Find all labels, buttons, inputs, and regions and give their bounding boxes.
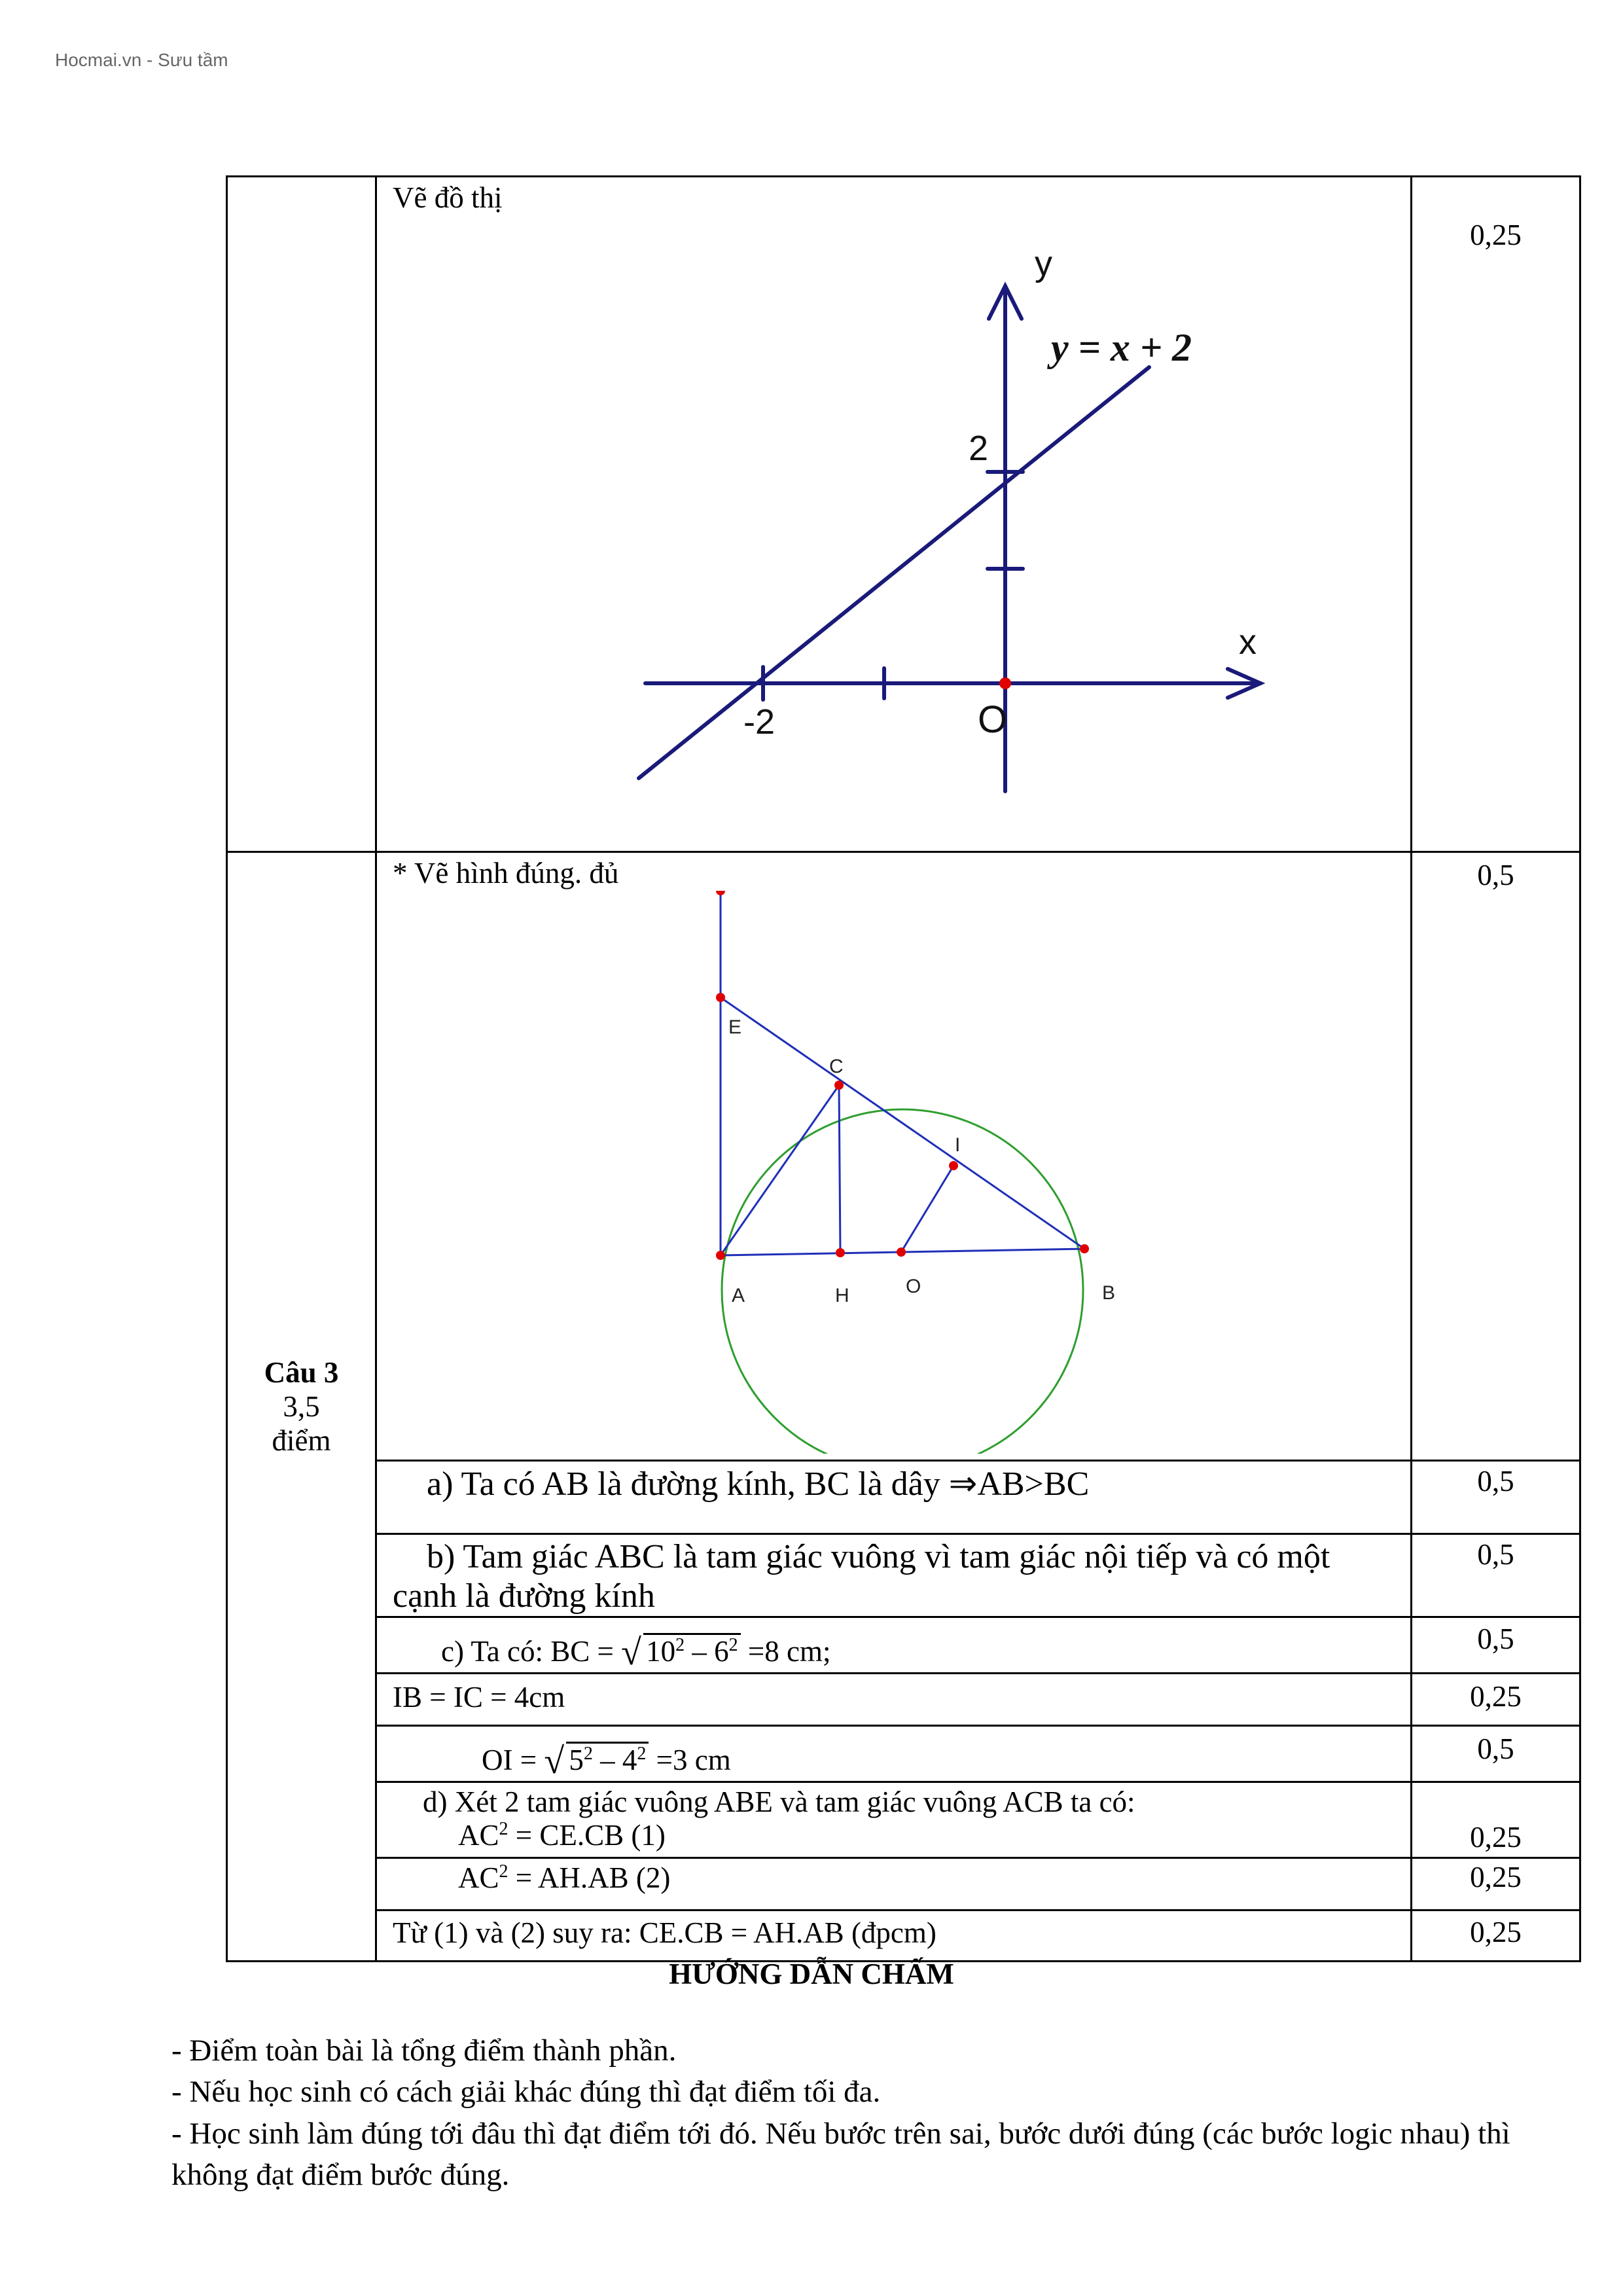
- grading-notes: [171, 2030, 1585, 2197]
- row-b-text: b) Tam giác ABC là tam giác vuông vì tam giác nội tiếp và có một cạnh là đường kính: [393, 1538, 1330, 1615]
- row-oi-points: 0,5: [1412, 1725, 1580, 1782]
- label-i: I: [955, 1134, 961, 1156]
- row-d2: [227, 1857, 1580, 1910]
- note-1: - Điểm toàn bài là tổng điểm thành phần.: [171, 2034, 677, 2068]
- row-b: [227, 1534, 1580, 1617]
- point-c: [834, 1081, 844, 1090]
- page-header: Hocmai.vn - Sưu tầm: [55, 50, 228, 70]
- graph-points: 0,25: [1412, 177, 1580, 852]
- segment-ch: [839, 1085, 840, 1253]
- row-a-points: 0,5: [1412, 1461, 1580, 1534]
- figure-instruction: * Vẽ hình đúng. đủ: [393, 857, 619, 889]
- row-d: [227, 1782, 1580, 1857]
- graph-instruction: Vẽ đồ thị: [393, 181, 503, 214]
- label-c: C: [829, 1056, 844, 1077]
- sqrt-bc: √ $10^2 - 6^2$: [621, 1634, 741, 1669]
- label-o: O: [906, 1276, 921, 1297]
- point-h: [836, 1248, 845, 1257]
- label-e: E: [728, 1016, 742, 1038]
- point-a: [716, 1251, 725, 1260]
- figure-cell: [376, 852, 1412, 1461]
- segment-ac: [721, 1085, 839, 1255]
- question-title: Câu 3: [264, 1355, 339, 1389]
- row-b-text-cell: [376, 1534, 1412, 1617]
- label-neg-two: -2: [743, 702, 776, 742]
- row-final-text-cell: [376, 1910, 1412, 1961]
- row-a-text-cell: [376, 1461, 1412, 1534]
- segment-oi: [901, 1166, 954, 1252]
- row-d2-text-cell: [376, 1857, 1412, 1910]
- x-axis-label: x: [1239, 622, 1257, 662]
- row-oi-text-cell: [376, 1725, 1412, 1782]
- question-label-cell: [227, 852, 376, 1962]
- sqrt-oi: √ $5^2 - 4^2$: [544, 1742, 649, 1778]
- geometry-figure: [377, 891, 1411, 1454]
- row-final-text: Từ (1) và (2) suy ra: CE.CB = AH.AB (đpcm): [393, 1916, 936, 1949]
- empty-cell: [227, 177, 376, 852]
- row-a: [227, 1461, 1580, 1534]
- linear-graph: [377, 215, 1411, 831]
- row-ib-text: IB = IC = 4cm: [393, 1680, 565, 1713]
- function-line: [639, 367, 1149, 778]
- question-unit: điểm: [272, 1424, 331, 1457]
- segment-eb: [721, 997, 1084, 1249]
- label-two: 2: [969, 429, 989, 468]
- figure-points: 0,5: [1412, 852, 1580, 1461]
- row-final-points: 0,25: [1412, 1910, 1580, 1961]
- label-h: H: [835, 1285, 849, 1306]
- point-top: [716, 891, 725, 895]
- point-i: [949, 1161, 958, 1170]
- row-a-text: a) Ta có AB là đường kính, BC là dây ⇒AB>BC: [427, 1465, 1090, 1503]
- circle-ab: [722, 1109, 1083, 1454]
- equation-2: $AC^2 = AH.AB$ (2): [458, 1861, 671, 1894]
- grading-table: [226, 175, 1581, 1962]
- note-2: - Nếu học sinh có cách giải khác đúng thì đạt điểm tối đa.: [171, 2075, 881, 2109]
- origin-point: [999, 677, 1011, 689]
- grading-guide-title: HƯỚNG DẪN CHẤM: [669, 1958, 954, 1990]
- graph-cell: [376, 177, 1412, 852]
- row-final: [227, 1910, 1580, 1961]
- point-b: [1080, 1244, 1089, 1253]
- equation-label: y = x + 2: [1051, 326, 1192, 369]
- y-axis-label: y: [1035, 244, 1052, 283]
- note-3: - Học sinh làm đúng tới đâu thì đạt điểm tới đó. Nếu bước trên sai, bước dưới đúng (các bước logic nhau) thì không đạt điểm bước đúng.: [171, 2116, 1510, 2193]
- row-c-text-cell: [376, 1617, 1412, 1673]
- row-oi: [227, 1725, 1580, 1782]
- graph-row: [227, 177, 1580, 852]
- row-d-text: d) Xét 2 tam giác vuông ABE và tam giác vuông ACB ta có: $AC^2 = CE.CB$ (1): [377, 1783, 1410, 1854]
- row-c-text: c) Ta có: BC = √ $10^2 - 6^2 =8$ cm;: [441, 1632, 831, 1673]
- row-c-points: 0,5: [1412, 1617, 1580, 1673]
- row-d2-points: 0,25: [1412, 1857, 1580, 1910]
- label-b: B: [1102, 1282, 1116, 1304]
- point-o: [897, 1247, 906, 1257]
- row-d-text-cell: [376, 1782, 1412, 1857]
- row-b-points: 0,5: [1412, 1534, 1580, 1617]
- label-origin: O: [978, 698, 1008, 741]
- label-a: A: [732, 1285, 745, 1306]
- row-ib-points: 0,25: [1412, 1673, 1580, 1725]
- question-score: 3,5: [283, 1390, 320, 1423]
- row-oi-text: OI = √ $5^2 - 4^2 =3$ cm: [482, 1740, 731, 1782]
- point-e: [716, 993, 725, 1002]
- row-ib-text-cell: [376, 1673, 1412, 1725]
- row-ib: [227, 1673, 1580, 1725]
- row-c: [227, 1617, 1580, 1673]
- figure-row: [227, 852, 1580, 1461]
- row-d1-points: 0,25: [1412, 1782, 1580, 1857]
- equation-1: $AC^2 = CE.CB$ (1): [458, 1819, 666, 1852]
